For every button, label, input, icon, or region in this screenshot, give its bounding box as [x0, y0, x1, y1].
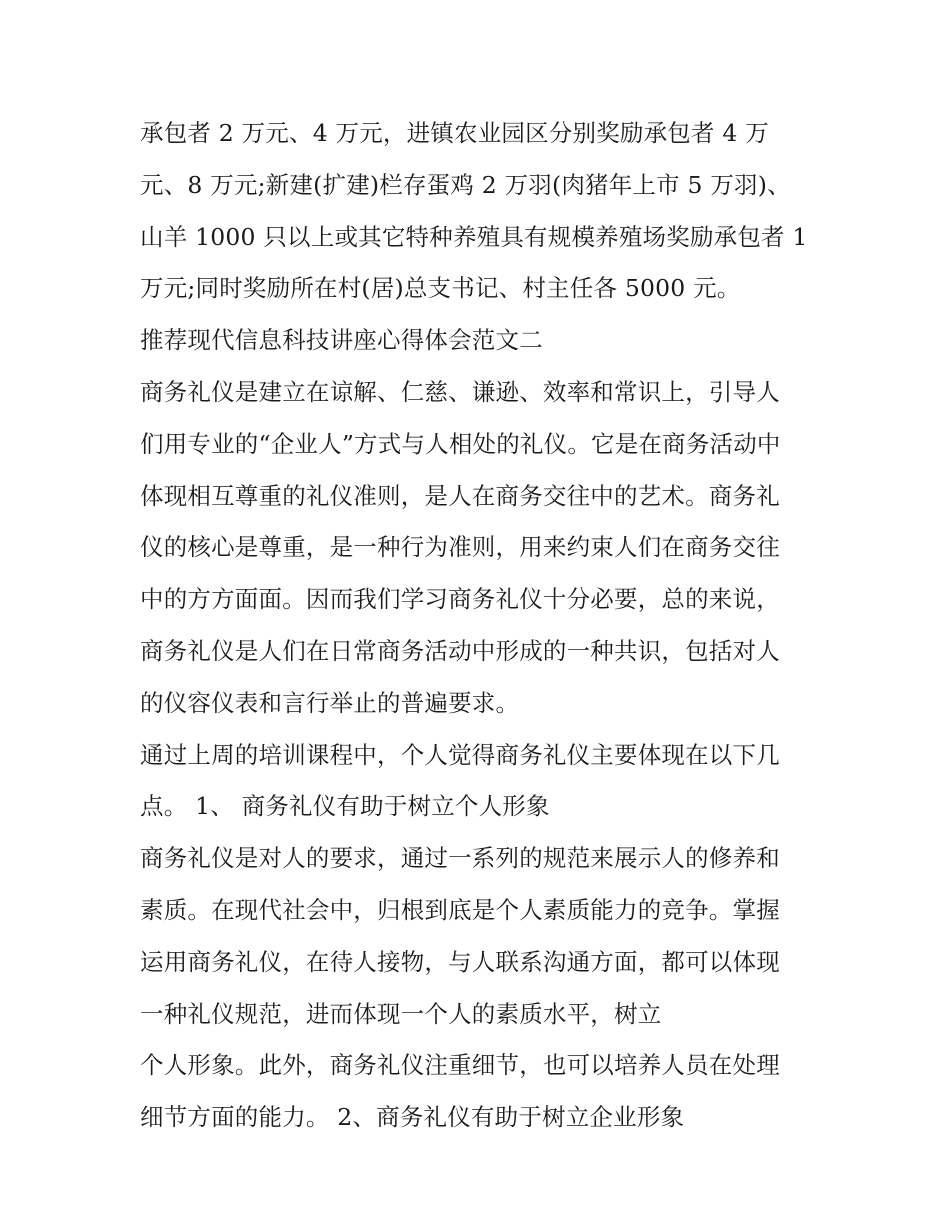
text-line: 个人形象。此外，商务礼仪注重细节，也可以培养人员在处理: [140, 1051, 780, 1080]
text-line: 山羊 1000 只以上或其它特种养殖具有规模养殖场奖励承包者 1: [140, 222, 808, 251]
text-line: 的仪容仪表和言行举止的普遍要求。: [140, 688, 520, 717]
text-line: 体现相互尊重的礼仪准则，是人在商务交往中的艺术。商务礼: [140, 481, 780, 510]
text-line: 点。 1、 商务礼仪有助于树立个人形象: [140, 792, 550, 821]
text-line: 商务礼仪是人们在日常商务活动中形成的一种共识，包括对人: [140, 636, 780, 665]
text-line: 细节方面的能力。 2、商务礼仪有助于树立企业形象: [140, 1103, 685, 1132]
text-line: 商务礼仪是对人的要求，通过一系列的规范来展示人的修养和: [140, 844, 780, 873]
text-line: 素质。在现代社会中，归根到底是个人素质能力的竞争。掌握: [140, 895, 780, 924]
text-line: 们用专业的“企业人”方式与人相处的礼仪。它是在商务活动中: [140, 429, 781, 458]
text-line: 中的方方面面。因而我们学习商务礼仪十分必要，总的来说，: [140, 585, 780, 614]
text-line: 运用商务礼仪，在待人接物，与人联系沟通方面，都可以体现: [140, 947, 780, 976]
text-line: 万元;同时奖励所在村(居)总支书记、村主任各 5000 元。: [140, 274, 741, 303]
text-line: 一种礼仪规范，进而体现一个人的素质水平，树立: [140, 999, 662, 1028]
text-line: 承包者 2 万元、4 万元，进镇农业园区分别奖励承包者 4 万: [140, 119, 769, 147]
document-body: [140, 108, 830, 1144]
text-line: 仪的核心是尊重，是一种行为准则，用来约束人们在商务交往: [140, 533, 780, 562]
text-line: 商务礼仪是建立在谅解、仁慈、谦逊、效率和常识上，引导人: [140, 377, 780, 406]
text-line: 通过上周的培训课程中，个人觉得商务礼仪主要体现在以下几: [140, 740, 780, 769]
text-line: 元、8 万元;新建(扩建)栏存蛋鸡 2 万羽(肉猪年上市 5 万羽)、: [140, 170, 791, 199]
section-heading: 推荐现代信息科技讲座心得体会范文二: [140, 326, 543, 355]
